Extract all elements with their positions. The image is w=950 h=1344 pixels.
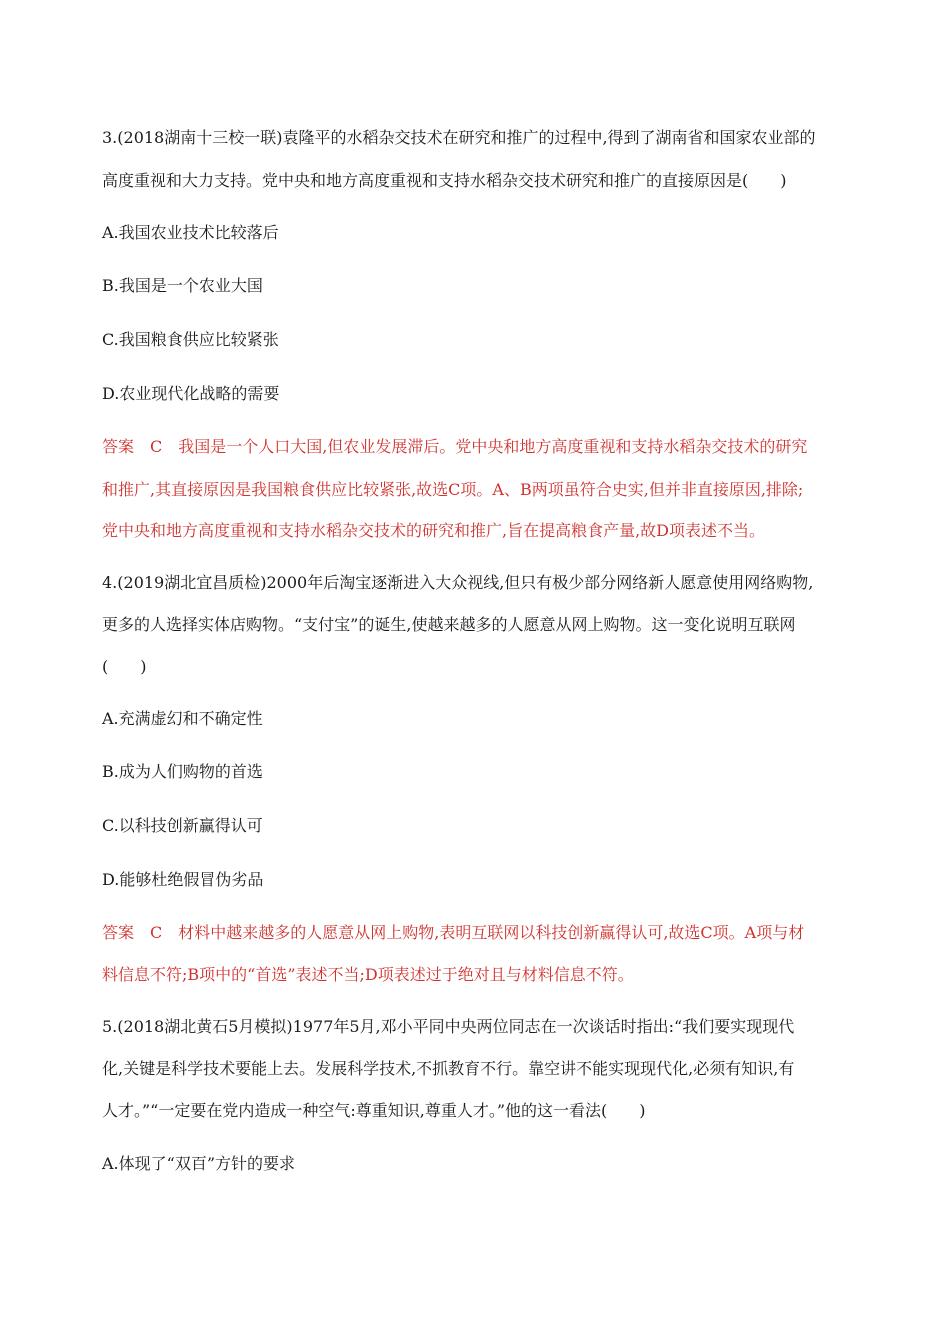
q5-stem-line-2: 化,关键是科学技术要能上去。发展科学技术,不抓教育不行。靠空讲不能实现现代化,必须有知识,有 — [102, 1059, 795, 1078]
q3-answer-line-2: 和推广,其直接原因是我国粮食供应比较紧张,故选C项。A、B两项虽符合史实,但并非直接原因,排除; — [102, 480, 804, 499]
q3-option-a: A.我国农业技术比较落后 — [102, 223, 279, 242]
q3-option-c: C.我国粮食供应比较紧张 — [102, 330, 279, 349]
q4-option-b: B.成为人们购物的首选 — [102, 762, 263, 781]
q5-stem-line-3: 人才。”“一定要在党内造成一种空气:尊重知识,尊重人才。”他的这一看法( ) — [102, 1101, 646, 1120]
q4-option-a: A.充满虚幻和不确定性 — [102, 709, 263, 728]
q3-answer-line-1: 答案 C 我国是一个人口大国,但农业发展滞后。党中央和地方高度重视和支持水稻杂交技术的研究 — [102, 437, 808, 456]
q3-option-b: B.我国是一个农业大国 — [102, 276, 263, 295]
q4-stem-line-2: 更多的人选择实体店购物。“支付宝”的诞生,使越来越多的人愿意从网上购物。这一变化说明互联网 — [102, 615, 796, 634]
q5-stem-line-1: 5.(2018湖北黄石5月模拟)1977年5月,邓小平同中央两位同志在一次谈话时指出:“我们要实现现代 — [102, 1017, 795, 1036]
q4-option-c: C.以科技创新赢得认可 — [102, 816, 263, 835]
q4-stem-line-3: ( ) — [102, 657, 147, 676]
q3-stem-line-1: 3.(2018湖南十三校一联)袁隆平的水稻杂交技术在研究和推广的过程中,得到了湖南省和国家农业部的 — [102, 128, 816, 147]
q4-answer-line-2: 料信息不符;B项中的“首选”表述不当;D项表述过于绝对且与材料信息不符。 — [102, 965, 634, 984]
q4-answer-line-1: 答案 C 材料中越来越多的人愿意从网上购物,表明互联网以科技创新赢得认可,故选C项。A项与材 — [102, 923, 805, 942]
q3-answer-line-3: 党中央和地方高度重视和支持水稻杂交技术的研究和推广,旨在提高粮食产量,故D项表述不当。 — [102, 521, 766, 540]
q3-option-d: D.农业现代化战略的需要 — [102, 384, 280, 403]
q3-stem-line-2: 高度重视和大力支持。党中央和地方高度重视和支持水稻杂交技术研究和推广的直接原因是( ) — [102, 171, 787, 190]
q4-option-d: D.能够杜绝假冒伪劣品 — [102, 870, 264, 889]
q4-stem-line-1: 4.(2019湖北宜昌质检)2000年后淘宝逐渐进入大众视线,但只有极少部分网络新人愿意使用网络购物, — [102, 573, 814, 592]
q5-option-a: A.体现了“双百”方针的要求 — [102, 1154, 296, 1173]
